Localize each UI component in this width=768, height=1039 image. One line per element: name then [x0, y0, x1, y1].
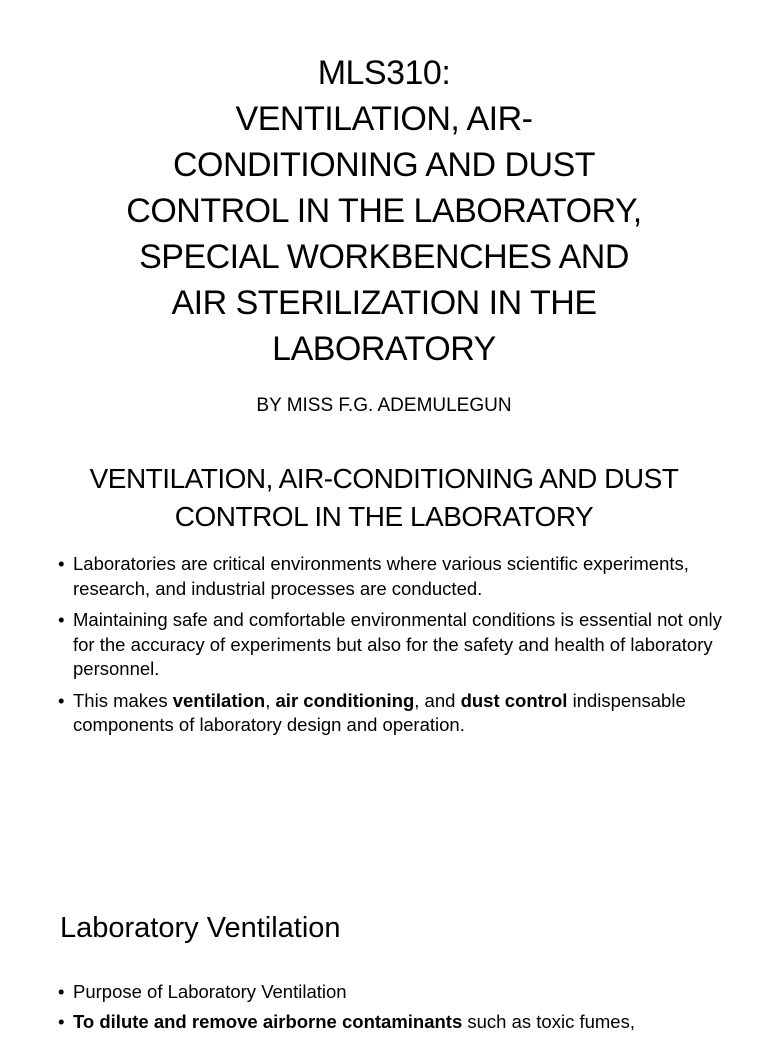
bullet-dot: •	[58, 1010, 65, 1032]
bullet-dot: •	[58, 553, 65, 574]
bold-term-air-conditioning: air conditioning	[275, 689, 415, 711]
bullet-item	[58, 552, 728, 601]
section-title	[34, 460, 734, 536]
title-line: LABORATORY	[272, 330, 496, 368]
bullet-text-sep: ,	[265, 689, 276, 711]
bullet-text-prefix: This makes	[73, 689, 173, 711]
bold-term-dust-control: dust control	[460, 689, 568, 711]
section-title-line: VENTILATION, AIR-CONDITIONING AND DUST	[89, 463, 679, 494]
bold-bullet-text: To dilute and remove airborne contaminants	[73, 1010, 463, 1032]
title-line: AIR STERILIZATION IN THE	[171, 284, 597, 322]
bullet-list	[0, 552, 768, 738]
bullet-dot: •	[58, 981, 65, 1002]
bullet-text: such as toxic fumes,	[462, 1010, 635, 1032]
bullet-item	[58, 1010, 728, 1035]
intro-slide	[0, 460, 768, 745]
title-line: VENTILATION, AIR-	[235, 100, 533, 138]
bullet-text-sep: , and	[414, 689, 461, 711]
ventilation-slide	[0, 908, 768, 1039]
slide-subtitle: Laboratory Ventilation	[60, 912, 341, 944]
bullet-item	[58, 980, 728, 1005]
bullet-text-suffix: indispensable components of laboratory design and operation.	[73, 689, 686, 735]
bullet-list	[0, 980, 768, 1034]
bullet-text: Laboratories are critical environments where various scientific experiments, research, and industrial processes are conducted.	[73, 553, 689, 599]
title-line: CONDITIONING AND DUST	[172, 146, 596, 184]
bullet-item	[58, 689, 728, 738]
bold-term-ventilation: ventilation	[172, 689, 266, 711]
section-title-line: CONTROL IN THE LABORATORY	[174, 501, 594, 532]
title-slide	[0, 50, 768, 418]
bullet-text: Purpose of Laboratory Ventilation	[73, 981, 347, 1002]
title-line: CONTROL IN THE LABORATORY,	[126, 192, 642, 230]
bullet-text: Maintaining safe and comfortable environmental conditions is essential not only for the accuracy of experiments but also for the safety and health of laboratory personnel.	[73, 609, 722, 679]
author-line: BY MISS F.G. ADEMULEGUN	[256, 395, 512, 416]
main-title	[64, 50, 704, 372]
bullet-dot: •	[58, 609, 65, 630]
title-line: SPECIAL WORKBENCHES AND	[139, 238, 629, 276]
bullet-item	[58, 608, 728, 682]
title-line: MLS310:	[317, 54, 451, 92]
bullet-dot: •	[58, 689, 65, 711]
